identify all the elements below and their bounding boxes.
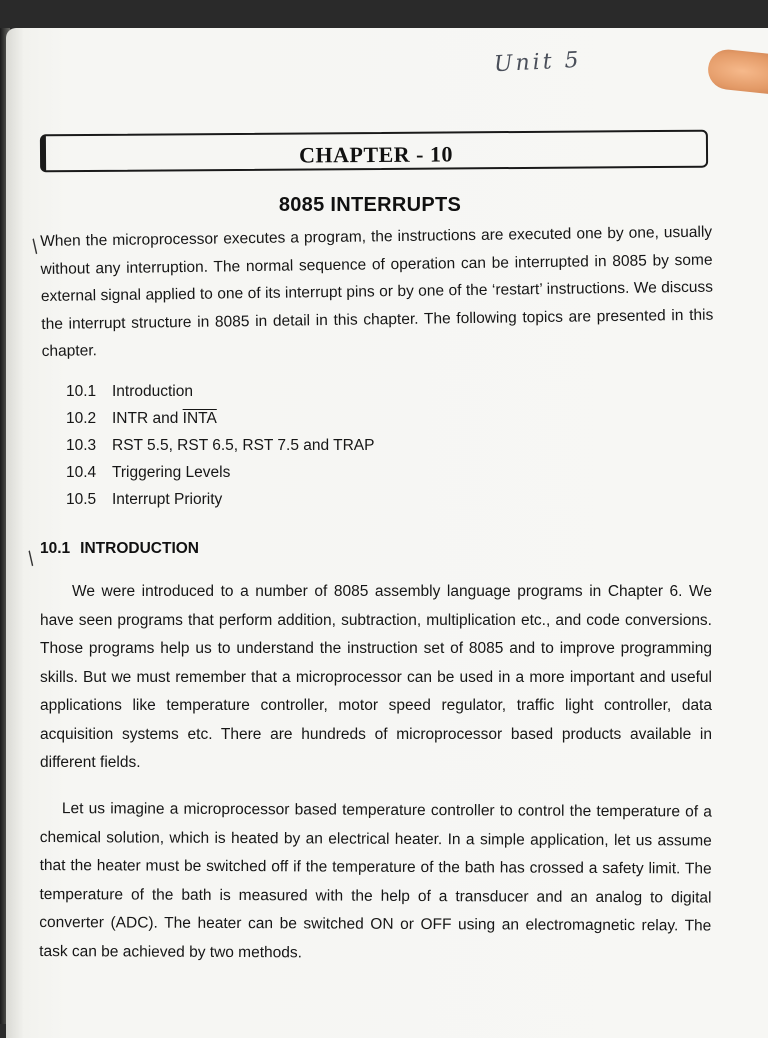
topic-number: 10.4	[66, 464, 97, 481]
topic-number: 10.3	[66, 437, 97, 454]
handwritten-note: Unit 5	[493, 47, 583, 78]
intro-paragraph: When the microprocessor executes a program, the instructions are executed one by one, usually without any interruption. The normal sequence of operation can be interrupted in 8085 by some external signal applied to one of its interrupt pins or by one of the ‘restart’ instructions. We discuss the interrupt structure in 8085 in detail in this chapter. The following topics are presented in this chapter.	[40, 223, 714, 360]
section-heading	[40, 540, 199, 558]
topic-number: 10.2	[66, 410, 97, 427]
topic-title	[112, 405, 217, 432]
section-number: 10.1	[40, 540, 71, 557]
topic-title-overlined: INTA	[182, 410, 217, 427]
section-title: INTRODUCTION	[80, 540, 199, 557]
topic-title: RST 5.5, RST 6.5, RST 7.5 and TRAP	[112, 437, 375, 454]
topics-list-item	[66, 378, 374, 405]
topics-list	[66, 378, 374, 513]
chapter-title: 8085 INTERRUPTS	[278, 194, 462, 216]
body-paragraph: Let us imagine a microprocessor based temperature controller to control the temperature of a chemical solution, which is heated by an electrical heater. In a simple application, let us assume that the heater must be switched off if the temperature of the bath has crossed a safety limit. The temperature of the bath is measured with the help of a transducer and an analog to digital converter (ADC). The heater can be switched ON or OFF using an electromagnetic relay. The task can be achieved by two methods.	[39, 800, 712, 961]
topics-list-item	[66, 405, 374, 432]
body-paragraph: We were introduced to a number of 8085 assembly language programs in Chapter 6. We have seen programs that perform addition, subtraction, multiplication etc., and code conversions. Those programs help us to understand the instruction set of 8085 and to improve programming skills. But we must remember that a microprocessor can be used in a more important and useful applications like temperature controller, motor speed regulator, traffic light controller, data acquisition systems etc. There are hundreds of microprocessor based products available in different fields.	[40, 583, 712, 771]
topic-title: Introduction	[112, 383, 193, 400]
topic-title-prefix: INTR and	[112, 410, 183, 427]
topics-list-item	[66, 459, 374, 486]
topic-number: 10.1	[66, 383, 97, 400]
topic-number: 10.5	[66, 491, 97, 508]
thumb-holding-page	[706, 48, 768, 97]
topics-list-item	[66, 432, 374, 459]
topics-list-item	[66, 486, 374, 513]
chapter-label: CHAPTER - 10	[298, 141, 454, 168]
topic-title: Triggering Levels	[112, 464, 231, 481]
pen-tick-mark: /	[27, 235, 43, 258]
topic-title: Interrupt Priority	[112, 491, 223, 508]
pen-tick-mark: /	[23, 547, 39, 570]
chapter-banner	[40, 130, 708, 173]
